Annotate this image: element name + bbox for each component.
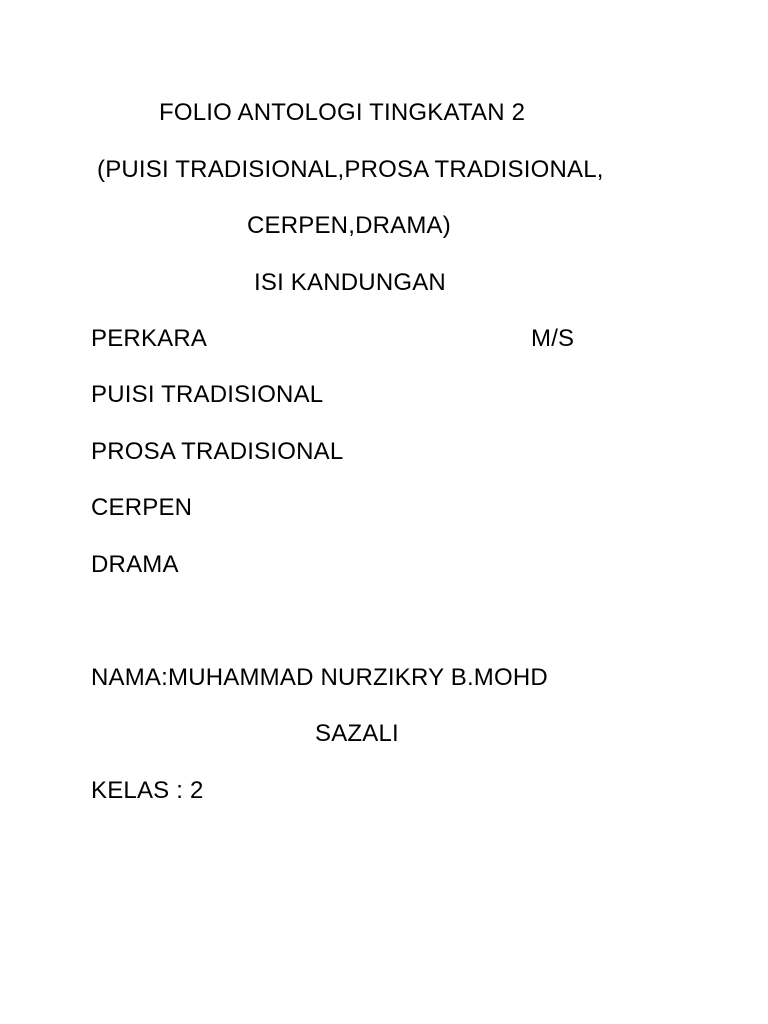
document-title: FOLIO ANTOLOGI TINGKATAN 2: [159, 99, 526, 126]
contents-header-page: M/S: [531, 325, 575, 352]
contents-heading: ISI KANDUNGAN: [254, 269, 446, 296]
contents-header-item: PERKARA: [91, 325, 208, 352]
contents-item: PROSA TRADISIONAL: [91, 438, 344, 465]
student-name-line1: NAMA:MUHAMMAD NURZIKRY B.MOHD: [91, 664, 548, 691]
contents-item: DRAMA: [91, 551, 179, 578]
student-name-line2: SAZALI: [315, 720, 399, 747]
document-subtitle-line2: CERPEN,DRAMA): [247, 212, 451, 239]
document-subtitle-line1: (PUISI TRADISIONAL,PROSA TRADISIONAL,: [97, 156, 604, 183]
contents-item: CERPEN: [91, 494, 193, 521]
student-class: KELAS : 2: [91, 777, 204, 804]
contents-item: PUISI TRADISIONAL: [91, 381, 324, 408]
